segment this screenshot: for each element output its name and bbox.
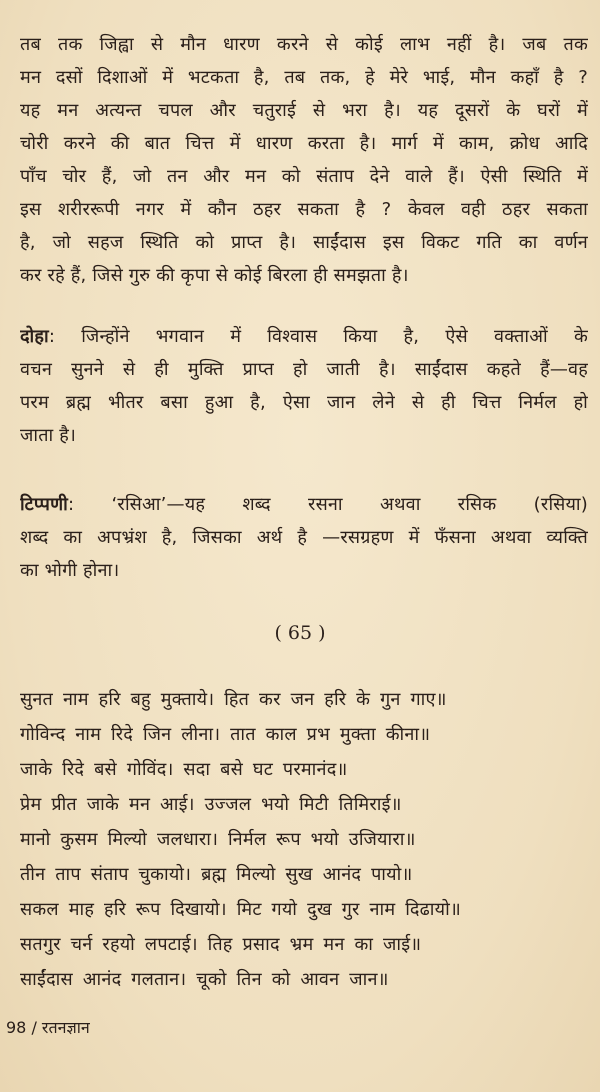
text-line: जाता है।: [20, 425, 77, 446]
doha-first-line: : जिन्होंने भगवान में विश्वास किया है, ऐसे वक्ताओं के: [48, 326, 588, 347]
text-line: का भोगी होना।: [20, 560, 120, 581]
tippani-paragraph: [20, 488, 588, 587]
poem-line: गोविन्द नाम रिदे जिन लीना। तात काल प्रभ मुक्ता कीना॥: [20, 724, 431, 745]
tippani-label: टिप्पणी: [20, 494, 68, 515]
doha-label: दोहा: [20, 326, 49, 347]
text-line: वचन सुनने से ही मुक्ति प्राप्त हो जाती है। साईंदास कहते हैं—वह: [20, 359, 588, 380]
text-line: [20, 488, 588, 521]
poem-line: जाके रिदे बसे गोविंद। सदा बसे घट परमानंद॥: [20, 759, 348, 780]
text-line: मन दसों दिशाओं में भटकता है, तब तक, हे मेरे भाई, मौन कहाँ है ?: [20, 67, 588, 88]
poem-line: तीन ताप संताप चुकायो। ब्रह्म मिल्यो सुख आनंद पायो॥: [20, 864, 413, 885]
text-line: है, जो सहज स्थिति को प्राप्त है। साईंदास इस विकट गति का वर्णन: [20, 232, 588, 253]
poem-line: सुनत नाम हरि बहु मुक्ताये। हित कर जन हरि के गुन गाए॥: [20, 689, 447, 710]
tippani-first-line: : ‘रसिआ’—यह शब्द रसना अथवा रसिक (रसिया): [67, 494, 588, 515]
text-line: इस शरीररूपी नगर में कौन ठहर सकता है ? केवल वही ठहर सकता: [20, 199, 588, 220]
verse-number: ( 65 ): [274, 622, 326, 644]
poem-line: सतगुर चर्न रहयो लपटाई। तिह प्रसाद भ्रम मन का जाई॥: [20, 934, 422, 955]
text-line: पाँच चोर हैं, जो तन और मन को संताप देने वाले हैं। ऐसी स्थिति में: [20, 166, 588, 187]
doha-paragraph: [20, 320, 588, 452]
poem-line: प्रेम प्रीत जाके मन आई। उज्जल भयो मिटी तिमिराई॥: [20, 794, 402, 815]
page-footer: 98 / रतनज्ञान: [6, 1018, 90, 1037]
text-line: चोरी करने की बात चित्त में धारण करता है। मार्ग में काम, क्रोध आदि: [20, 133, 588, 154]
text-line: तब तक जिह्वा से मौन धारण करने से कोई लाभ नहीं है। जब तक: [20, 34, 588, 55]
poem-verses: [20, 682, 580, 997]
text-line: [20, 320, 588, 353]
poem-line: साईंदास आनंद गलतान। चूको तिन को आवन जान॥: [20, 969, 389, 990]
text-line: परम ब्रह्म भीतर बसा हुआ है, ऐसा जान लेने से ही चित्त निर्मल हो: [20, 392, 588, 413]
text-line: शब्द का अपभ्रंश है, जिसका अर्थ है —रसग्रहण में फँसना अथवा व्यक्ति: [20, 527, 588, 548]
text-line: यह मन अत्यन्त चपल और चतुराई से भरा है। यह दूसरों के घरों में: [20, 100, 588, 121]
poem-line: मानो कुसम मिल्यो जलधारा। निर्मल रूप भयो उजियारा॥: [20, 829, 416, 850]
text-line: कर रहे हैं, जिसे गुरु की कृपा से कोई बिरला ही समझता है।: [20, 265, 409, 286]
poem-line: सकल माह हरि रूप दिखायो। मिट गयो दुख गुर नाम दिढायो॥: [20, 899, 461, 920]
paragraph-commentary: [20, 28, 588, 292]
